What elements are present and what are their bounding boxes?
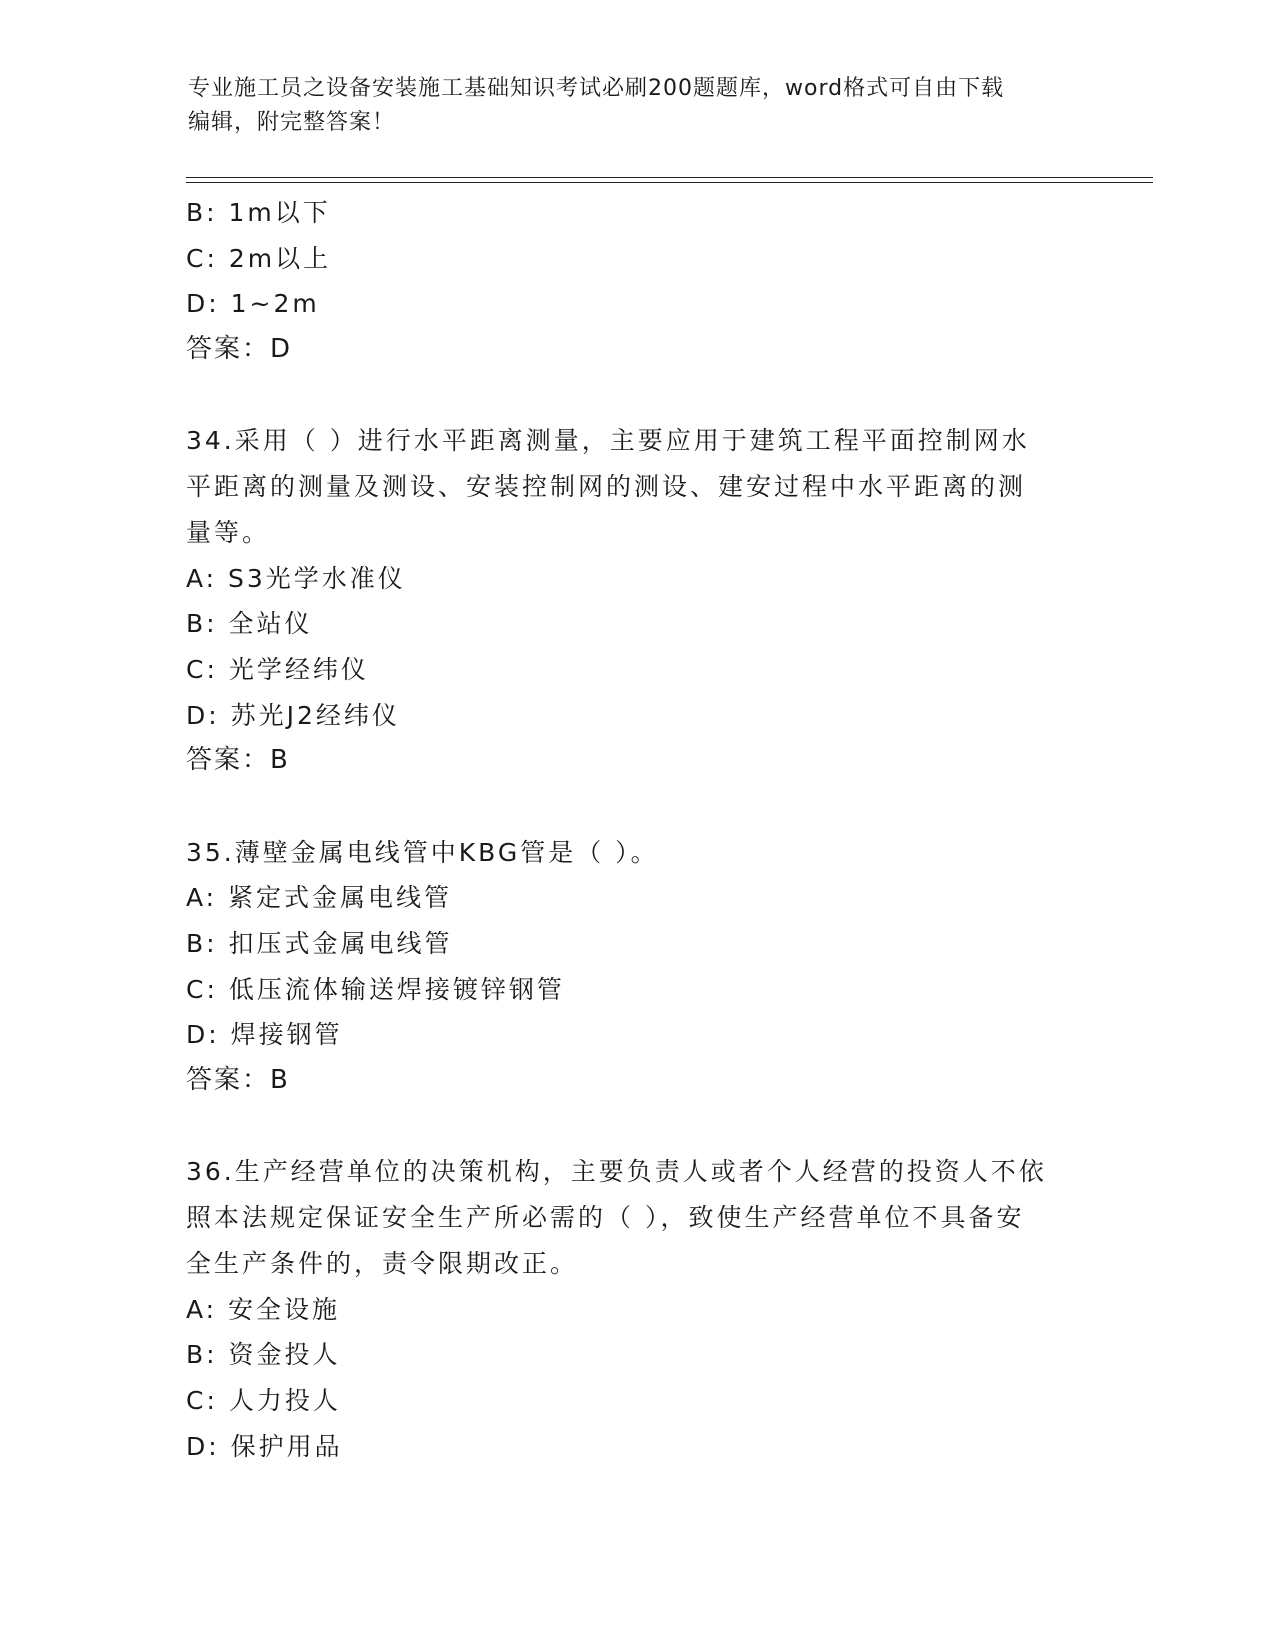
option-c: C: 低压流体输送焊接镀锌钢管 [186, 974, 565, 1004]
option-d: D: 焊接钢管 [186, 1020, 343, 1050]
option-b: B: 1m以下 [186, 198, 331, 227]
spacer [186, 373, 1086, 419]
header-divider-top [186, 177, 1153, 178]
question-36 [186, 1149, 1086, 1469]
option-c: C: 人力投人 [186, 1385, 341, 1415]
document-header [188, 72, 1088, 140]
option-a: A: 紧定式金属电线管 [186, 883, 453, 913]
option-d: D: 1~2m [186, 289, 320, 319]
option-b: B: 资金投人 [186, 1340, 341, 1370]
question-35 [186, 830, 1086, 1104]
option-c: C: 2m以上 [186, 243, 332, 273]
answer-line: 答案：D [186, 334, 293, 365]
spacer [186, 1104, 1086, 1150]
option-c: C: 光学经纬仪 [186, 654, 369, 684]
answer-line: 答案：B [186, 1065, 290, 1096]
question-stem-line: 34.采用（ ）进行水平距离测量，主要应用于建筑工程平面控制网水 [186, 426, 1030, 456]
option-b: B: 扣压式金属电线管 [186, 929, 453, 958]
spacer [186, 784, 1086, 830]
question-stem-line: 全生产条件的，责令限期改正。 [186, 1248, 579, 1278]
question-content [186, 190, 1086, 1469]
option-b: B: 全站仪 [186, 609, 313, 639]
question-33-tail [186, 190, 1086, 373]
header-divider-bottom [186, 182, 1153, 183]
question-34 [186, 418, 1086, 784]
header-title-line-1: 专业施工员之设备安装施工基础知识考试必刷200题题库，word格式可自由下载 [188, 76, 1005, 101]
header-title-line-2: 编辑，附完整答案！ [188, 110, 396, 135]
option-d: D: 苏光J2经纬仪 [186, 700, 400, 730]
question-stem-line: 照本法规定保证安全生产所必需的（ ），致使生产经营单位不具备安 [186, 1203, 1025, 1233]
option-a: A: S3光学水准仪 [186, 563, 406, 593]
question-stem-line: 量等。 [186, 517, 271, 547]
answer-line: 答案：B [186, 745, 290, 776]
question-stem-line: 35.薄壁金属电线管中KBG管是（ ）。 [186, 837, 659, 867]
question-stem-line: 平距离的测量及测设、安装控制网的测设、建安过程中水平距离的测 [186, 472, 1027, 502]
question-stem-line: 36.生产经营单位的决策机构，主要负责人或者个人经营的投资人不依 [186, 1157, 1047, 1187]
option-a: A: 安全设施 [186, 1294, 341, 1324]
option-d: D: 保护用品 [186, 1431, 343, 1461]
